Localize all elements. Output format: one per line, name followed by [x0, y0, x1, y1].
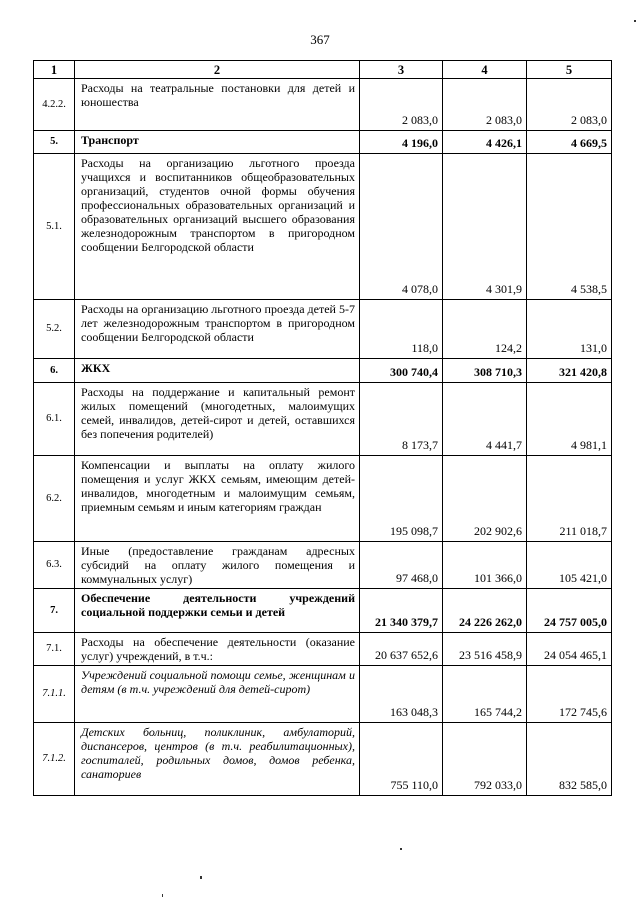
value-col-3: 20 637 652,6 — [360, 633, 443, 666]
table-row — [34, 633, 612, 666]
header-col-1: 1 — [34, 61, 75, 79]
row-description: ЖКХ — [75, 359, 360, 383]
value-col-5: 4 538,5 — [527, 154, 612, 300]
value-col-4: 4 301,9 — [443, 154, 527, 300]
value-col-3: 8 173,7 — [360, 383, 443, 456]
value-col-4: 4 426,1 — [443, 131, 527, 154]
row-description: Транспорт — [75, 131, 360, 154]
value-col-4: 24 226 262,0 — [443, 589, 527, 633]
budget-table — [33, 60, 612, 796]
row-number: 6. — [34, 359, 75, 383]
row-number: 6.2. — [34, 456, 75, 542]
row-number: 5.2. — [34, 300, 75, 359]
value-col-3: 21 340 379,7 — [360, 589, 443, 633]
header-col-3: 3 — [360, 61, 443, 79]
value-col-5: 4 669,5 — [527, 131, 612, 154]
table-row — [34, 589, 612, 633]
table-row — [34, 154, 612, 300]
value-col-5: 211 018,7 — [527, 456, 612, 542]
row-number: 5.1. — [34, 154, 75, 300]
row-number: 7. — [34, 589, 75, 633]
scan-speck — [634, 20, 636, 22]
value-col-3: 2 083,0 — [360, 79, 443, 131]
value-col-4: 124,2 — [443, 300, 527, 359]
scan-speck — [162, 894, 163, 897]
header-col-2: 2 — [75, 61, 360, 79]
value-col-3: 755 110,0 — [360, 723, 443, 796]
value-col-4: 23 516 458,9 — [443, 633, 527, 666]
table-row — [34, 359, 612, 383]
value-col-5: 172 745,6 — [527, 666, 612, 723]
table-row — [34, 79, 612, 131]
header-row — [34, 61, 612, 79]
row-description: Расходы на обеспечение деятельности (оказание услуг) учреждений, в т.ч.: — [75, 633, 360, 666]
table-row — [34, 383, 612, 456]
header-col-4: 4 — [443, 61, 527, 79]
scan-speck — [400, 848, 402, 850]
value-col-3: 195 098,7 — [360, 456, 443, 542]
value-col-4: 202 902,6 — [443, 456, 527, 542]
row-number: 6.3. — [34, 542, 75, 589]
row-number: 7.1. — [34, 633, 75, 666]
row-number: 7.1.2. — [34, 723, 75, 796]
value-col-5: 105 421,0 — [527, 542, 612, 589]
value-col-5: 832 585,0 — [527, 723, 612, 796]
value-col-3: 97 468,0 — [360, 542, 443, 589]
page-number: 367 — [310, 32, 330, 47]
table-row — [34, 666, 612, 723]
row-description: Расходы на организацию льготного проезда учащихся и воспитанников общеобразовательных организаций, студентов очной формы обучения профессиональных образовательных организаций и образовательных организаций высшего образования железнодорожным транспортом в пригородном сообщении Белгородской области — [75, 154, 360, 300]
scan-speck — [200, 876, 202, 879]
value-col-3: 163 048,3 — [360, 666, 443, 723]
value-col-4: 792 033,0 — [443, 723, 527, 796]
table-row — [34, 723, 612, 796]
table-row — [34, 456, 612, 542]
header-col-5: 5 — [527, 61, 612, 79]
value-col-5: 4 981,1 — [527, 383, 612, 456]
table-row — [34, 131, 612, 154]
row-description: Детских больниц, поликлиник, амбулаторий, диспансеров, центров (в т.ч. реабилитационных), госпиталей, родильных домов, домов ребенка, санаториев — [75, 723, 360, 796]
row-description: Учреждений социальной помощи семье, женщинам и детям (в т.ч. учреждений для детей-сирот) — [75, 666, 360, 723]
value-col-5: 131,0 — [527, 300, 612, 359]
table-row — [34, 300, 612, 359]
row-number: 7.1.1. — [34, 666, 75, 723]
value-col-5: 2 083,0 — [527, 79, 612, 131]
value-col-5: 321 420,8 — [527, 359, 612, 383]
row-description: Расходы на поддержание и капитальный ремонт жилых помещений (многодетных, малоимущих семей, инвалидов, детей-сирот и детей, оставшихся без попечения родителей) — [75, 383, 360, 456]
row-number: 6.1. — [34, 383, 75, 456]
value-col-4: 101 366,0 — [443, 542, 527, 589]
table-row — [34, 542, 612, 589]
value-col-4: 165 744,2 — [443, 666, 527, 723]
row-description: Обеспечение деятельности учреждений социальной поддержки семьи и детей — [75, 589, 360, 633]
value-col-3: 118,0 — [360, 300, 443, 359]
value-col-3: 4 196,0 — [360, 131, 443, 154]
row-number: 5. — [34, 131, 75, 154]
row-description: Расходы на театральные постановки для детей и юношества — [75, 79, 360, 131]
value-col-4: 308 710,3 — [443, 359, 527, 383]
value-col-3: 300 740,4 — [360, 359, 443, 383]
row-description: Расходы на организацию льготного проезда детей 5-7 лет железнодорожным транспортом в пригородном сообщении Белгородской области — [75, 300, 360, 359]
value-col-3: 4 078,0 — [360, 154, 443, 300]
value-col-5: 24 757 005,0 — [527, 589, 612, 633]
value-col-5: 24 054 465,1 — [527, 633, 612, 666]
value-col-4: 4 441,7 — [443, 383, 527, 456]
value-col-4: 2 083,0 — [443, 79, 527, 131]
row-number: 4.2.2. — [34, 79, 75, 131]
row-description: Иные (предоставление гражданам адресных субсидий на оплату жилого помещения и коммунальных услуг) — [75, 542, 360, 589]
row-description: Компенсации и выплаты на оплату жилого помещения и услуг ЖКХ семьям, имеющим детей-инвалидов, многодетным и малоимущим семьям, приемным семьям и иным категориям граждан — [75, 456, 360, 542]
